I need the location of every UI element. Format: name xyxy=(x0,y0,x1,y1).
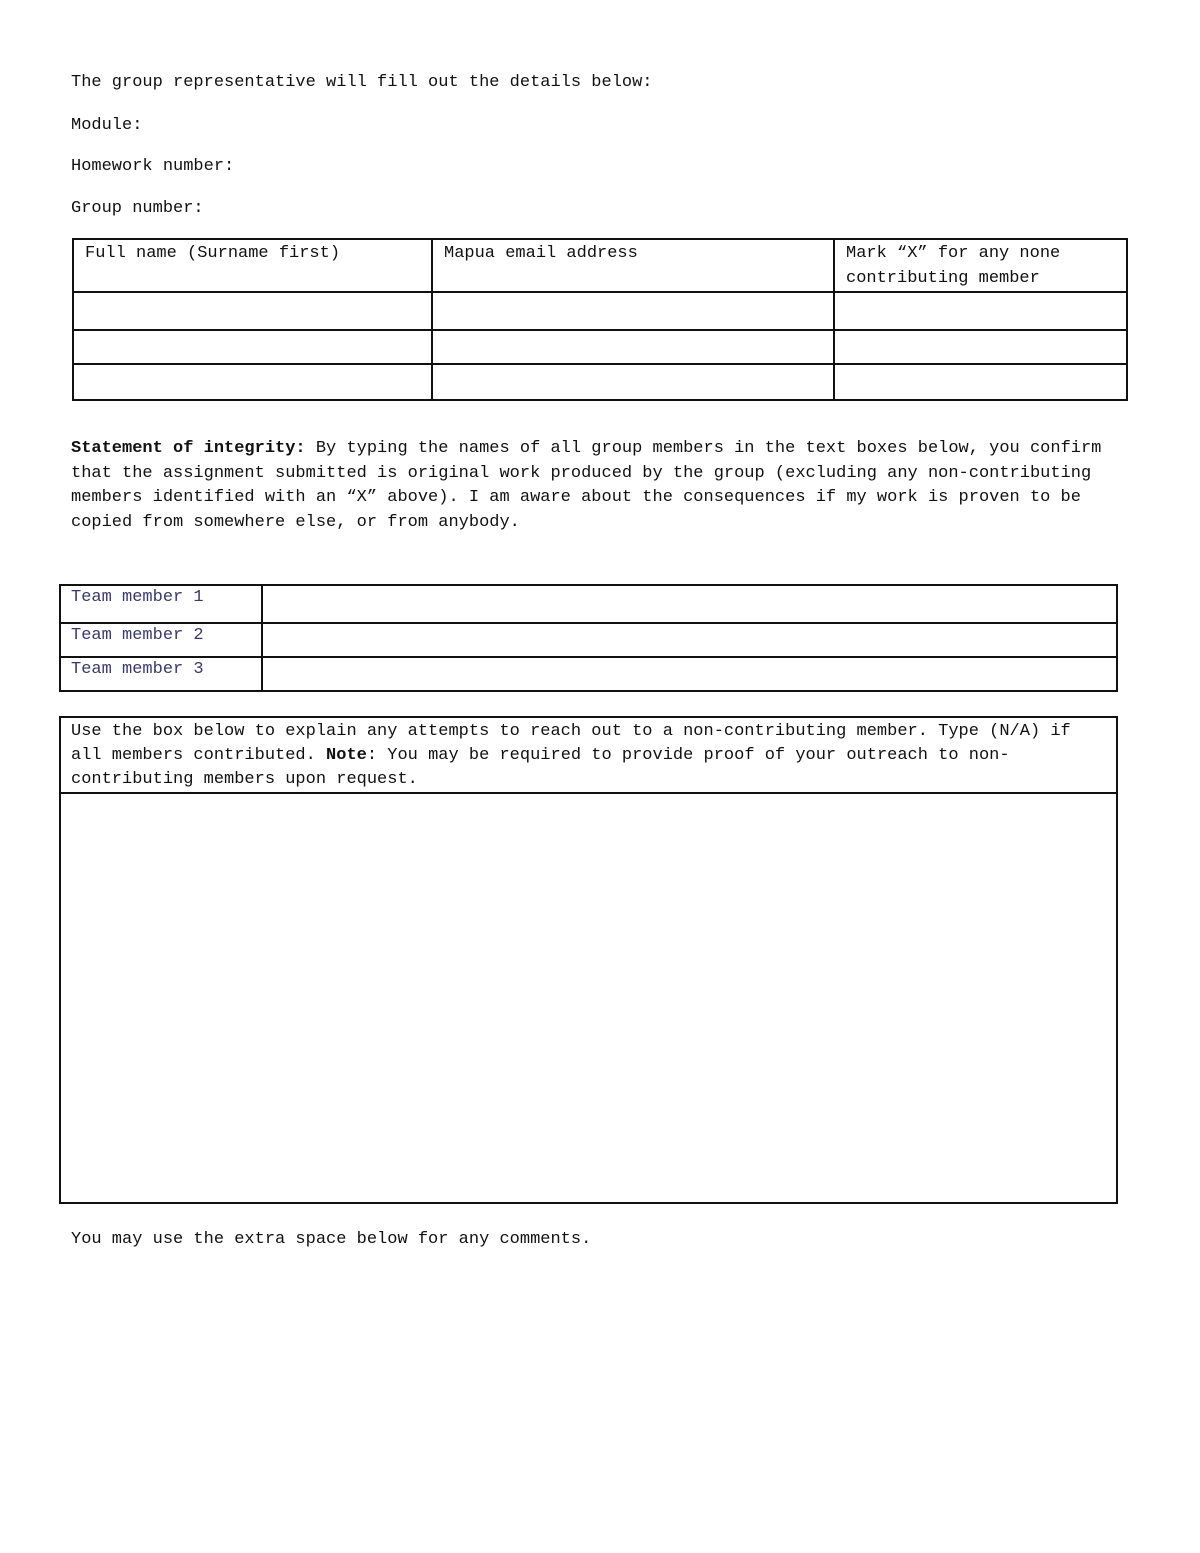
team-member-name-field[interactable] xyxy=(262,585,1117,623)
statement-title: Statement of integrity: xyxy=(71,439,306,458)
outreach-instructions xyxy=(60,717,1117,793)
group-number-label: Group number: xyxy=(71,199,204,218)
team-members-table xyxy=(59,584,1118,692)
non-contributing-mark-cell[interactable] xyxy=(834,364,1127,400)
statement-of-integrity xyxy=(71,437,1131,535)
team-member-name-field[interactable] xyxy=(262,657,1117,691)
team-member-label: Team member 1 xyxy=(60,585,262,623)
outreach-instruction-text: Use the box below to explain any attempts to reach out to a non-contributing member. Type (N/A) if all members contributed. xyxy=(71,722,1071,765)
comments-prompt: You may use the extra space below for any comments. xyxy=(71,1230,592,1249)
outreach-explanation-box[interactable] xyxy=(60,793,1117,1203)
non-contributing-mark-cell[interactable] xyxy=(834,330,1127,364)
full-name-cell[interactable] xyxy=(73,330,432,364)
email-cell[interactable] xyxy=(432,292,834,330)
homework-number-label: Homework number: xyxy=(71,157,235,176)
statement-body: By typing the names of all group members in the text boxes below, you confirm that the assignment submitted is original work produced by the group (excluding any non-contributing members identified with an “X” above). I am aware about the consequences if my work is proven to be copied from somewhere else, or from anybody. xyxy=(71,439,1102,532)
intro-text: The group representative will fill out the details below: xyxy=(71,73,653,92)
header-email: Mapua email address xyxy=(432,239,834,292)
group-members-table xyxy=(72,238,1128,401)
full-name-cell[interactable] xyxy=(73,364,432,400)
note-label: Note xyxy=(326,746,367,765)
team-member-label: Team member 2 xyxy=(60,623,262,657)
outreach-instruction-note-text: : You may be required to provide proof of your outreach to non-contributing members upon request. xyxy=(71,746,1010,789)
non-contributing-mark-cell[interactable] xyxy=(834,292,1127,330)
header-non-contributing: Mark “X” for any none contributing member xyxy=(834,239,1127,292)
header-full-name: Full name (Surname first) xyxy=(73,239,432,292)
team-member-label: Team member 3 xyxy=(60,657,262,691)
email-cell[interactable] xyxy=(432,330,834,364)
outreach-table xyxy=(59,716,1118,1204)
full-name-cell[interactable] xyxy=(73,292,432,330)
email-cell[interactable] xyxy=(432,364,834,400)
team-member-name-field[interactable] xyxy=(262,623,1117,657)
module-label: Module: xyxy=(71,116,143,135)
